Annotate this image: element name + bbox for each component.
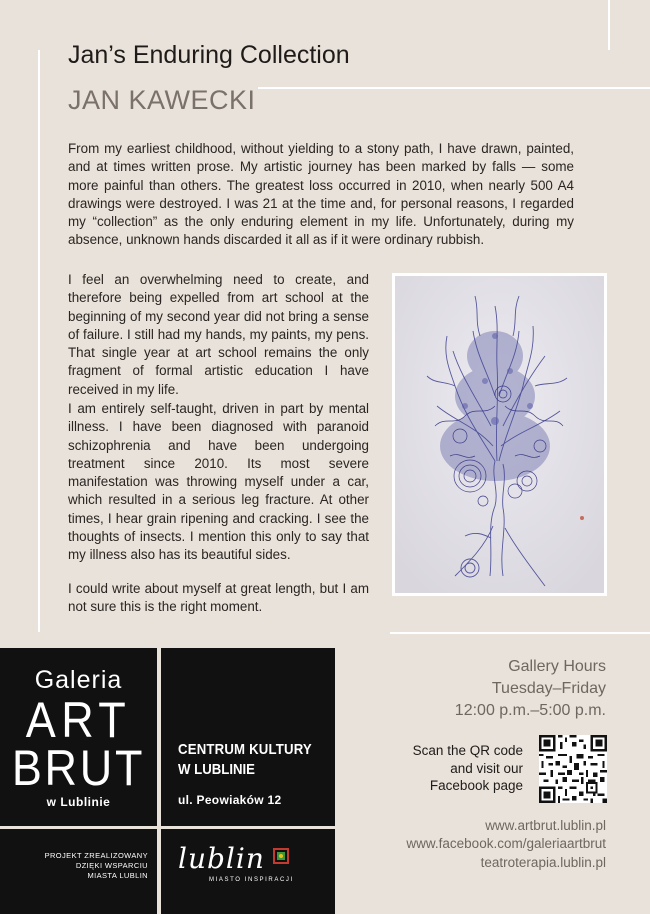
qr-code-icon [539, 735, 607, 803]
gallery-hours-label: Gallery Hours [508, 658, 606, 675]
frame-line-right-horizontal [258, 87, 650, 89]
qr-instruction-line: and visit our [450, 760, 523, 776]
lublin-tagline: MIASTO INSPIRACJI [209, 877, 294, 883]
qr-instructions [373, 742, 523, 795]
organizer-name-line2: W LUBLINIE [178, 761, 255, 778]
qr-instruction-line: Scan the QR code [412, 743, 523, 758]
frame-line-top-vertical [608, 0, 610, 50]
organizer-name-line1: CENTRUM KULTURY [178, 741, 312, 758]
paragraph-closing: I could write about myself at great length, but I am not sure this is the right moment. [68, 581, 369, 615]
logo-brut-text: BRUT [11, 740, 146, 796]
page-title: Jan’s Enduring Collection [68, 41, 350, 69]
artist-name: JAN KAWECKI [68, 85, 256, 115]
logo-w-lublinie-text: w Lublinie [46, 795, 111, 809]
project-credit-line: MIASTA LUBLIN [87, 871, 148, 880]
logo-galeria-text: Galeria [34, 666, 123, 694]
website-link[interactable]: www.artbrut.lublin.pl [485, 818, 606, 833]
project-credit-line: PROJEKT ZREALIZOWANY [44, 851, 148, 860]
lublin-city-logo: lublin [178, 842, 265, 875]
paragraph-illness: I am entirely self-taught, driven in part by mental illness. I have been diagnosed with paranoid schizophrenia and have been undergoing treatment since 2010. Its most severe manifestation was throwing myself under a car, which resulted in a serious leg fracture. At other times, I hear grain ripening and cracking. I see the thoughts of insects. I mention this only to say that my illness also has its beautiful sides. [68, 401, 369, 563]
project-credit [8, 851, 148, 881]
artwork-frame [392, 273, 607, 596]
lublin-flower-icon [272, 847, 290, 865]
qr-code[interactable] [539, 735, 607, 803]
paragraph-art-school: I feel an overwhelming need to create, and therefore being expelled from art school at the beginning of my second year did not bring a sense of failure. I still had my hands, my paints, my pens. That single year at art school remains the only fragment of formal artistic education I have received in my life. [68, 272, 369, 397]
qr-instruction-line: Facebook page [429, 778, 523, 793]
facebook-link[interactable]: www.facebook.com/galeriaartbrut [406, 836, 606, 851]
gallery-hours-time: 12:00 p.m.–5:00 p.m. [454, 702, 606, 719]
paragraph-intro: From my earliest childhood, without yielding to a stony path, I have drawn, painted, and at times written prose. My artistic journey has been marked by falls — some more painful than others. The greatest loss occurred in 2010, when nearly 500 A4 drawings were destroyed. I was 21 at the time and, for personal reasons, I regarded my “collection” as the only enduring element in my life. Unfortunately, during my absence, unknown hands discarded it all as if it were ordinary rubbish. [68, 141, 574, 248]
teatroterapia-link[interactable]: teatroterapia.lublin.pl [480, 855, 606, 870]
gallery-hours-days: Tuesday–Friday [491, 680, 606, 697]
artwork-drawing [395, 276, 604, 593]
frame-line-left-vertical [38, 50, 40, 632]
frame-line-bottom-horizontal [390, 632, 650, 634]
organizer-address: ul. Peowiaków 12 [178, 793, 282, 807]
ink-drawing-illustration [395, 276, 604, 593]
project-credit-line: DZIĘKI WSPARCIU [75, 861, 148, 870]
logo-art-text: ART [25, 692, 132, 748]
